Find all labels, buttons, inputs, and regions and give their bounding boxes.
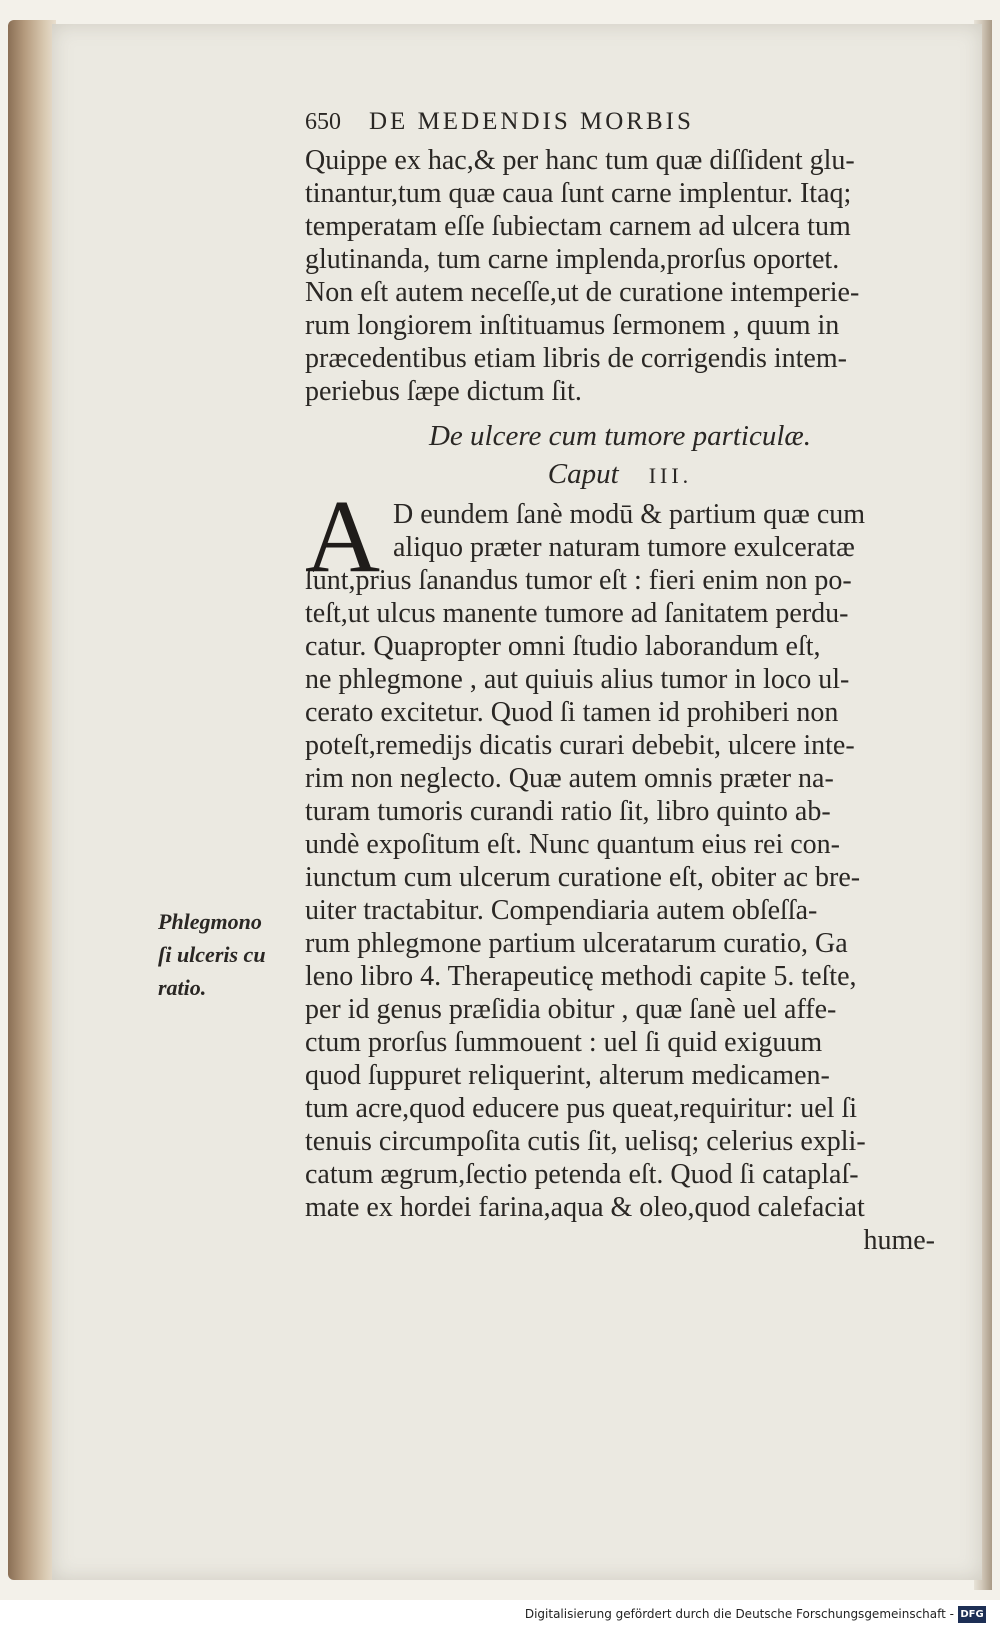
text-line: uiter tractabitur. Compendiaria autem obſeſſa- <box>305 895 818 926</box>
text-line: undè expoſitum eſt. Nunc quantum eius rei con- <box>305 829 840 860</box>
text-line: leno libro 4. Therapeuticę methodi capite 5. teſte, <box>305 961 857 992</box>
text-line: ctum prorſus ſummouent : uel ſi quid exiguum <box>305 1027 823 1058</box>
chapter-title: De ulcere cum tumore particulæ. <box>428 420 811 452</box>
margin-note-line: ſi ulceris cu <box>158 942 266 967</box>
text-line: tum acre,quod educere pus queat,requiritur: uel ſi <box>305 1093 858 1124</box>
text-line: periebus ſæpe dictum ſit. <box>305 376 582 407</box>
text-line: quod ſuppuret reliquerint, alterum medicamen- <box>305 1060 830 1091</box>
text-line: aliquo præter naturam tumore exulceratæ <box>393 532 855 563</box>
margin-note-line: ratio. <box>158 975 207 1000</box>
dfg-logo: DFG <box>958 1606 986 1623</box>
text-line: temperatam eſſe ſubiectam carnem ad ulcera tum <box>305 211 851 242</box>
footer-bar <box>0 1600 1000 1627</box>
text-line: rum longiorem inſtituamus ſermonem , quum in <box>305 310 840 341</box>
text-line: ne phlegmone , aut quiuis alius tumor in loco ul- <box>305 664 850 695</box>
catchword: hume- <box>863 1225 935 1256</box>
text-line: Non eſt autem neceſſe,ut de curatione intemperie- <box>305 277 860 308</box>
text-line: mate ex hordei farina,aqua & oleo,quod calefaciat <box>305 1192 865 1223</box>
margin-note <box>158 905 288 1004</box>
text-line: teſt,ut ulcus manente tumore ad ſanitatem perdu- <box>305 598 849 629</box>
margin-note-line: Phlegmono <box>158 909 262 934</box>
footer-text: Digitalisierung gefördert durch die Deutsche Forschungsgemeinschaft - <box>524 1607 954 1621</box>
text-line: rum phlegmone partium ulceratarum curatio, Ga <box>305 928 848 959</box>
page-number: 650 <box>305 109 341 135</box>
text-line: poteſt,remedijs dicatis curari debebit, ulcere inte- <box>305 730 855 761</box>
drop-cap: A <box>305 479 381 594</box>
text-line: per id genus præſidia obitur , quæ ſanè uel affe- <box>305 994 837 1025</box>
book-edge-left <box>8 20 56 1580</box>
running-head-title: DE MEDENDIS MORBIS <box>369 108 694 135</box>
text-block <box>305 108 935 1257</box>
text-line: turam tumoris curandi ratio ſit, libro quinto ab- <box>305 796 831 827</box>
text-line: iunctum cum ulcerum curatione eſt, obiter ac bre- <box>305 862 861 893</box>
text-line: D eundem ſanè modū & partium quæ cum <box>393 499 866 530</box>
text-line: Quippe ex hac,& per hanc tum quæ diſſident glu- <box>305 145 855 176</box>
text-line: catur. Quapropter omni ſtudio laborandum eſt, <box>305 631 821 662</box>
text-line: rim non neglecto. Quæ autem omnis præter na- <box>305 763 834 794</box>
text-line: cerato excitetur. Quod ſi tamen id prohiberi non <box>305 697 839 728</box>
caput-number: III. <box>648 463 693 488</box>
text-line: præcedentibus etiam libris de corrigendis intem- <box>305 343 847 374</box>
text-line: ſunt,prius ſanandus tumor eſt : fieri enim non po- <box>305 565 852 596</box>
caput-label: Caput <box>547 458 619 490</box>
text-line: catum ægrum,ſectio petenda eſt. Quod ſi cataplaſ- <box>305 1159 859 1190</box>
text-line: tinantur,tum quæ caua ſunt carne implentur. Itaq; <box>305 178 852 209</box>
running-head <box>305 108 935 144</box>
chapter-caput <box>305 454 935 498</box>
text-line: tenuis circumpoſita cutis ſit, uelisq; celerius expli- <box>305 1126 866 1157</box>
text-line: glutinanda, tum carne implenda,prorſus oportet. <box>305 244 840 275</box>
